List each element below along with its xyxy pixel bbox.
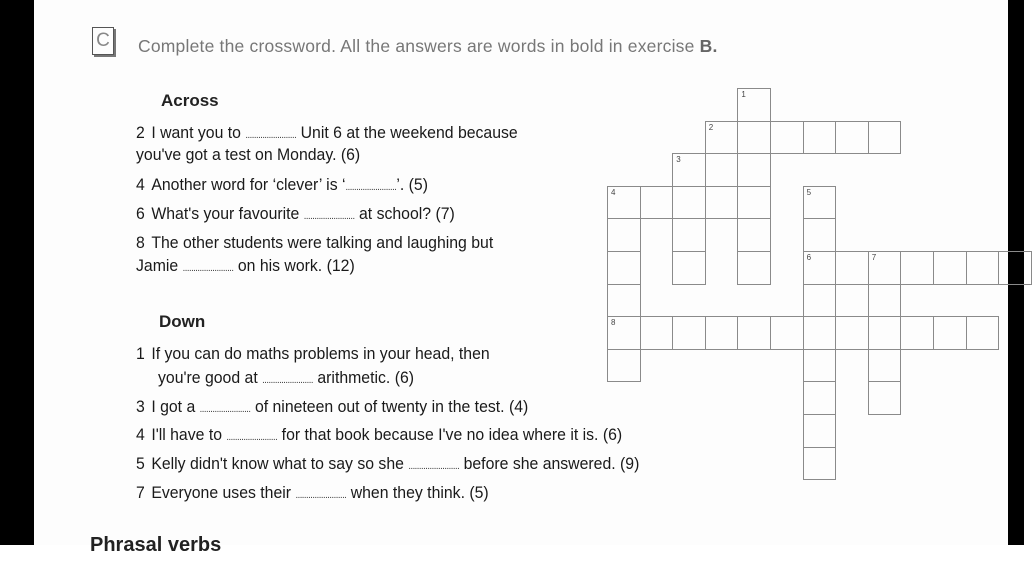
answer-blank[interactable]: ........................ (262, 375, 313, 386)
clue-text: for that book because I've no idea where it is. (6) (281, 425, 623, 444)
crossword-cell[interactable] (803, 316, 837, 350)
cell-number: 6 (806, 253, 812, 262)
clue-number: 4 (136, 425, 145, 444)
crossword-cell[interactable] (868, 251, 902, 285)
crossword-cell[interactable] (803, 381, 837, 415)
across-clue-2-line2: you've got a test on Monday. (6) (136, 145, 361, 164)
clue-number: 5 (136, 454, 145, 473)
down-clue-7 (136, 482, 489, 507)
crossword-cell[interactable] (607, 218, 641, 252)
crossword-cell[interactable] (705, 186, 739, 220)
crossword-cell[interactable] (803, 218, 837, 252)
cell-number: 5 (806, 187, 812, 197)
crossword-cell[interactable] (868, 316, 902, 350)
crossword-cell[interactable] (672, 251, 706, 285)
clue-number: 3 (136, 397, 145, 416)
crossword-cell[interactable] (737, 88, 771, 122)
crossword-cell[interactable] (672, 153, 706, 187)
crossword-cell[interactable] (737, 316, 771, 350)
across-clue-6 (136, 203, 455, 228)
crossword-cell[interactable] (835, 316, 869, 350)
clue-number: 4 (136, 175, 145, 194)
crossword-cell[interactable] (803, 121, 837, 155)
left-black-border (0, 0, 34, 545)
crossword-cell[interactable] (900, 316, 934, 350)
answer-blank[interactable]: ........................ (345, 182, 397, 193)
clue-text: at school? (7) (358, 204, 455, 223)
clue-text: I got a (151, 397, 196, 416)
across-heading: Across (161, 91, 219, 110)
crossword-cell[interactable] (803, 284, 837, 318)
crossword-cell[interactable] (835, 251, 869, 285)
clue-text: I'll have to (151, 425, 223, 444)
clue-text: Kelly didn't know what to say so she (151, 454, 404, 473)
crossword-cell[interactable] (933, 251, 967, 285)
clue-text: ’. (5) (396, 175, 428, 194)
clue-text: Unit 6 at the weekend because (300, 123, 518, 142)
clue-number: 2 (136, 123, 145, 142)
instruction-text: Complete the crossword. All the answers are words in bold in exercise (138, 36, 695, 56)
answer-blank[interactable]: ........................ (295, 490, 347, 501)
clue-text: when they think. (5) (350, 483, 489, 502)
section-heading: Phrasal verbs (90, 534, 222, 556)
clue-number: 1 (136, 344, 145, 363)
crossword-cell[interactable] (607, 186, 641, 220)
clue-text: arithmetic. (6) (317, 368, 415, 387)
crossword-cell[interactable] (966, 251, 1000, 285)
crossword-cell[interactable] (607, 316, 641, 350)
clue-number: 7 (136, 483, 145, 502)
exercise-instruction (138, 36, 718, 57)
crossword-cell[interactable] (803, 414, 837, 448)
crossword-cell[interactable] (966, 316, 1000, 350)
clue-text: of nineteen out of twenty in the test. (4) (254, 397, 529, 416)
cell-number: 3 (676, 155, 681, 165)
clue-text: you're good at (158, 368, 258, 387)
exercise-letter-box: C (92, 27, 114, 55)
clue-number: 8 (136, 233, 145, 252)
crossword-cell[interactable] (868, 284, 902, 318)
clue-text: before she answered. (9) (463, 454, 640, 473)
across-clue-8 (136, 232, 493, 254)
clue-text: I want you to (151, 123, 241, 142)
down-clue-3 (136, 396, 528, 421)
down-clue-4 (136, 424, 622, 449)
crossword-cell[interactable] (998, 251, 1032, 285)
down-clue-5 (136, 453, 639, 478)
crossword-cell[interactable] (770, 121, 804, 155)
next-section-heading-fragment (90, 534, 230, 556)
crossword-cell[interactable] (705, 316, 739, 350)
clue-number: 6 (136, 204, 145, 223)
crossword-cell[interactable] (803, 251, 837, 285)
instruction-ref: B. (699, 36, 718, 56)
crossword-cell[interactable] (672, 218, 706, 252)
crossword-cell[interactable] (868, 349, 902, 383)
crossword-cell[interactable] (770, 316, 804, 350)
crossword-cell[interactable] (835, 121, 869, 155)
crossword-cell[interactable] (737, 153, 771, 187)
crossword-cell[interactable] (737, 186, 771, 220)
clue-text: on his work. (12) (237, 256, 355, 275)
crossword-cell[interactable] (737, 218, 771, 252)
cell-number: 2 (708, 122, 714, 132)
answer-blank[interactable]: ........................ (408, 461, 460, 472)
crossword-cell[interactable] (900, 251, 934, 285)
crossword-cell[interactable] (640, 316, 674, 350)
clue-text: If you can do maths problems in your head, then (151, 344, 490, 363)
answer-blank[interactable]: ........................ (303, 211, 355, 222)
crossword-cell[interactable] (640, 186, 674, 220)
cell-number: 7 (871, 253, 877, 262)
clue-text: Another word for ‘clever’ is ‘ (151, 175, 346, 194)
answer-blank[interactable]: ........................ (199, 404, 251, 415)
crossword-cell[interactable] (868, 381, 902, 415)
down-heading: Down (159, 312, 206, 331)
crossword-cell[interactable] (705, 121, 739, 155)
answer-blank[interactable]: ........................ (226, 432, 278, 443)
crossword-cell[interactable] (868, 121, 902, 155)
crossword-cell[interactable] (672, 316, 706, 350)
clue-text: The other students were talking and laughing but (151, 233, 494, 252)
cell-number: 8 (611, 318, 616, 328)
down-clue-1 (136, 343, 490, 365)
crossword-cell[interactable] (803, 447, 837, 481)
crossword-cell[interactable] (803, 349, 837, 383)
across-clue-4 (136, 174, 428, 199)
crossword-cell[interactable] (737, 121, 771, 155)
crossword-cell[interactable] (607, 284, 641, 318)
clue-text: Jamie (136, 256, 179, 275)
cell-number: 1 (741, 90, 746, 99)
crossword-cell[interactable] (933, 316, 967, 350)
clue-text: What's your favourite (151, 204, 300, 223)
crossword-cell[interactable] (672, 186, 706, 220)
answer-blank[interactable]: ........................ (182, 263, 234, 274)
clue-text: Everyone uses their (151, 483, 292, 502)
across-clue-8-line2 (136, 255, 355, 280)
crossword-cell[interactable] (803, 186, 837, 220)
crossword-cell[interactable] (737, 251, 771, 285)
cell-number: 4 (611, 187, 616, 197)
answer-blank[interactable]: ........................ (245, 130, 297, 141)
crossword-cell[interactable] (607, 251, 641, 285)
crossword-cell[interactable] (607, 349, 641, 383)
down-clue-1-line2 (158, 367, 414, 392)
